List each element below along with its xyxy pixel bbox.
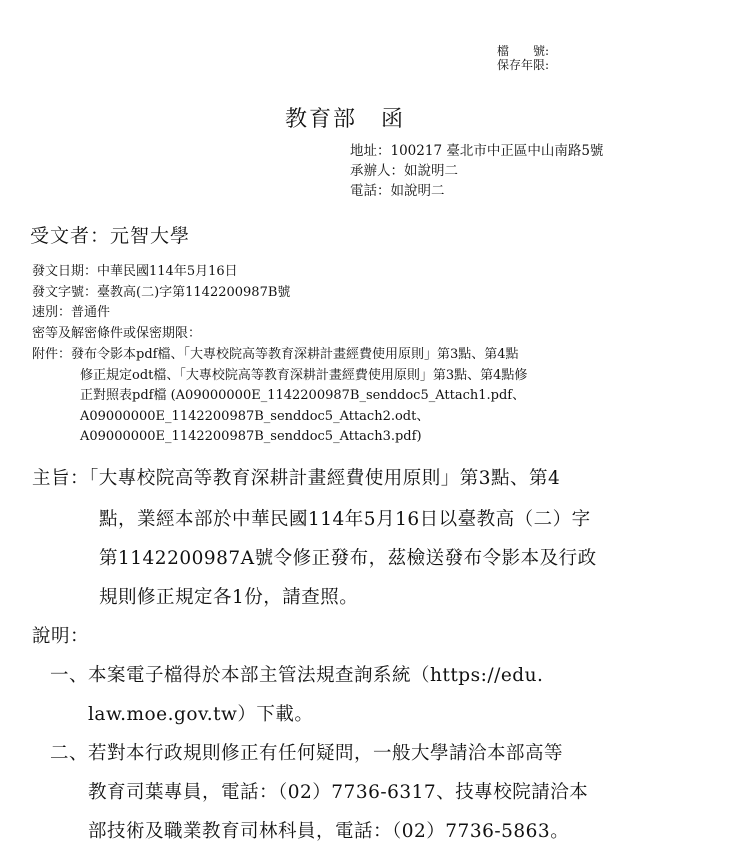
attachment-line: 正對照表pdf檔 (A09000000E_1142200987B_senddoc5_Attach1.pdf、: [80, 388, 526, 403]
contact-phone: 電話：如說明二: [350, 183, 445, 199]
subject-line: 第1142200987A號令修正發布，茲檢送發布令影本及行政: [99, 548, 597, 569]
delivery-speed: 速別：普通件: [32, 305, 111, 320]
explanation-item-1-cont: law.moe.gov.tw）下載。: [88, 704, 314, 725]
explanation-item-2: 二、若對本行政規則修正有任何疑問，一般大學請洽本部高等: [50, 743, 564, 764]
explanation-item-2-cont: 教育司葉專員，電話：（02）7736-6317、技專校院請洽本: [88, 782, 589, 803]
explanation-item-2-cont: 部技術及職業教育司林科員，電話：（02）7736-5863。: [88, 821, 570, 842]
retention-period-label: 保存年限:: [497, 58, 550, 72]
subject-line: 主旨：「大專校院高等教育深耕計畫經費使用原則」第3點、第4: [32, 468, 561, 489]
file-number-label: 檔 號:: [497, 44, 550, 58]
attachment-line: 附件：發布令影本pdf檔、「大專校院高等教育深耕計畫經費使用原則」第3點、第4點: [32, 347, 519, 362]
explanation-item-1: 一、本案電子檔得於本部主管法規查詢系統（https://edu.: [50, 665, 544, 686]
document-reference: 發文字號：臺教高(二)字第1142200987B號: [32, 285, 291, 300]
subject-line: 點，業經本部於中華民國114年5月16日以臺教高（二）字: [99, 509, 591, 530]
issue-date: 發文日期：中華民國114年5月16日: [32, 264, 238, 279]
security-level: 密等及解密條件或保密期限：: [32, 326, 202, 341]
sender-address: 地址：100217 臺北市中正區中山南路5號: [350, 143, 604, 159]
attachment-line: 修正規定odt檔、「大專校院高等教育深耕計畫經費使用原則」第3點、第4點修: [80, 368, 528, 383]
contact-person: 承辦人：如說明二: [350, 163, 458, 179]
attachment-line: A09000000E_1142200987B_senddoc5_Attach3.pdf): [80, 429, 422, 444]
document-title: 教育部 函: [285, 107, 406, 132]
explanation-heading: 說明：: [32, 626, 90, 647]
attachment-line: A09000000E_1142200987B_senddoc5_Attach2.odt、: [80, 409, 430, 424]
recipient: 受文者：元智大學: [30, 225, 191, 247]
subject-line: 規則修正規定各1份，請查照。: [99, 587, 359, 608]
